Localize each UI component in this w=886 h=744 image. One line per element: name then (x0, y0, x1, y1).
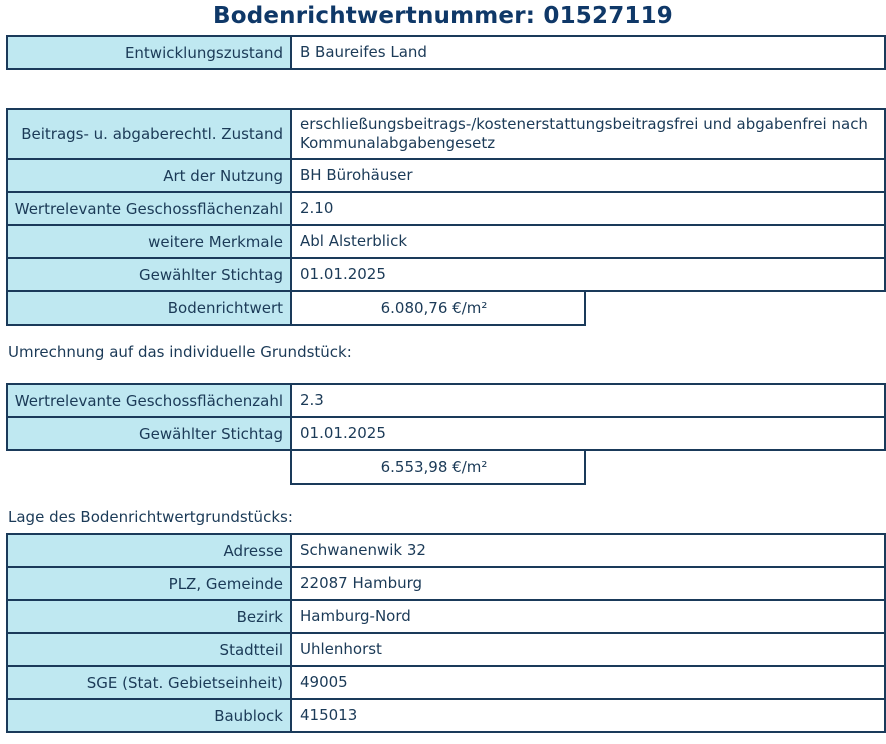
umrechnung-gfz-label: Wertrelevante Geschossflächenzahl (6, 383, 292, 418)
page-title: Bodenrichtwertnummer: 01527119 (212, 3, 674, 29)
gfz-value: 2.10 (290, 191, 886, 226)
stichtag-value: 01.01.2025 (290, 257, 886, 292)
gfz-label: Wertrelevante Geschossflächenzahl (6, 191, 292, 226)
umrechnung-heading: Umrechnung auf das individuelle Grundstück: (8, 343, 352, 361)
entwicklung-value: B Baureifes Land (290, 35, 886, 70)
merkmale-value: Abl Alsterblick (290, 224, 886, 259)
plz-value: 22087 Hamburg (290, 566, 886, 601)
beitrag-value: erschließungsbeitrags-/kostenerstattungsbeitragsfrei und abgabenfrei nach Kommunalabgabengesetz (290, 108, 886, 160)
umrechnung-result-value: 6.553,98 €/m² (290, 449, 586, 485)
bezirk-label: Bezirk (6, 599, 292, 634)
bodenrichtwert-value: 6.080,76 €/m² (290, 290, 586, 326)
baublock-label: Baublock (6, 698, 292, 733)
sge-value: 49005 (290, 665, 886, 700)
stichtag-label: Gewählter Stichtag (6, 257, 292, 292)
nutzung-value: BH Bürohäuser (290, 158, 886, 193)
beitrag-label: Beitrags- u. abgaberechtl. Zustand (6, 108, 292, 160)
bezirk-value: Hamburg-Nord (290, 599, 886, 634)
nutzung-label: Art der Nutzung (6, 158, 292, 193)
adresse-value: Schwanenwik 32 (290, 533, 886, 568)
stadtteil-label: Stadtteil (6, 632, 292, 667)
baublock-value: 415013 (290, 698, 886, 733)
adresse-label: Adresse (6, 533, 292, 568)
bodenrichtwert-label: Bodenrichtwert (6, 290, 292, 326)
umrechnung-stichtag-value: 01.01.2025 (290, 416, 886, 451)
merkmale-label: weitere Merkmale (6, 224, 292, 259)
entwicklung-label: Entwicklungszustand (6, 35, 292, 70)
stadtteil-value: Uhlenhorst (290, 632, 886, 667)
umrechnung-gfz-value: 2.3 (290, 383, 886, 418)
plz-label: PLZ, Gemeinde (6, 566, 292, 601)
sge-label: SGE (Stat. Gebietseinheit) (6, 665, 292, 700)
umrechnung-stichtag-label: Gewählter Stichtag (6, 416, 292, 451)
lage-heading: Lage des Bodenrichtwertgrundstücks: (8, 508, 293, 526)
